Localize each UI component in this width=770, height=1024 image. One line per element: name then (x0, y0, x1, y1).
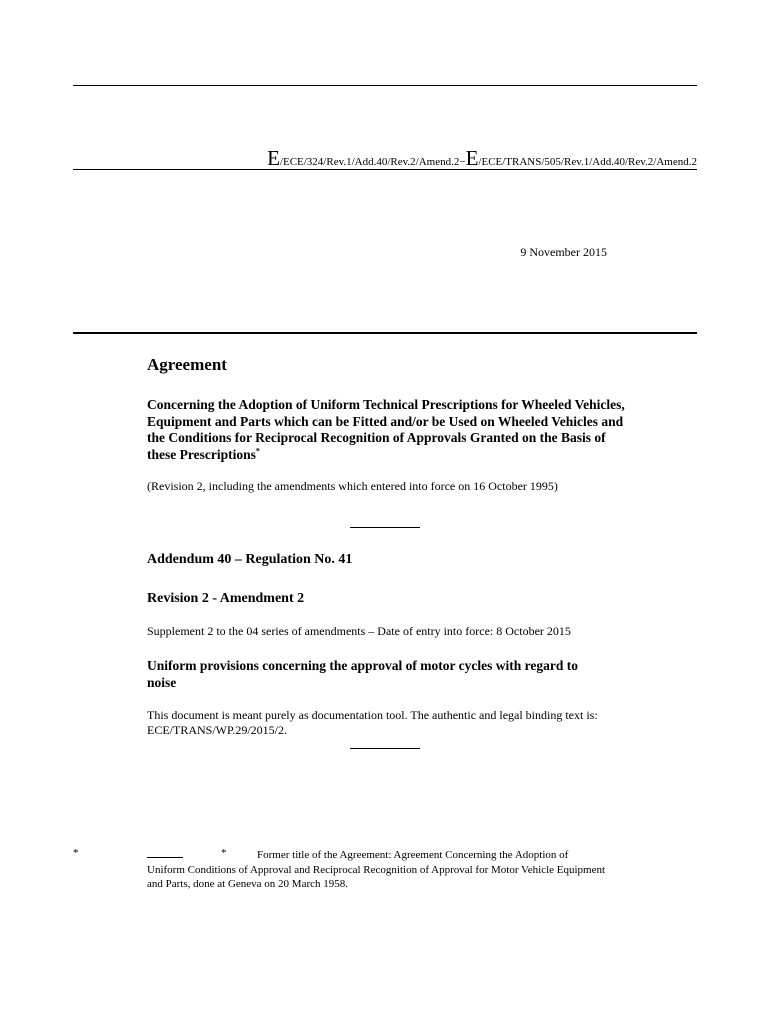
header-top-rule (73, 85, 697, 86)
symbol-prefix-2: E (465, 146, 479, 170)
document-date: 9 November 2015 (520, 245, 607, 259)
agreement-concerning (147, 397, 637, 463)
supplement-note: Supplement 2 to the 04 series of amendments – Date of entry into force: 8 October 2015 (147, 624, 571, 638)
documentation-note: This document is meant purely as documentation tool. The authentic and legal binding text is: ECE/TRANS/WP.29/2015/2. (147, 708, 598, 737)
footnote-inline-mark: * (221, 847, 227, 859)
agreement-concerning-text: Concerning the Adoption of Uniform Technical Prescriptions for Wheeled Vehicles, Equipment and Parts which can be Fitted and/or be Used on Wheeled Vehicles and the Conditions for Reciprocal Recognition of Approvals Granted on the Basis of these Prescriptions (147, 397, 625, 462)
uniform-provisions-title: Uniform provisions concerning the approval of motor cycles with regard to noise (147, 658, 578, 690)
symbol-underline-rule (73, 169, 697, 170)
symbol-rest-1: /ECE/324/Rev.1/Add.40/Rev.2/Amend.2 (279, 156, 460, 168)
symbol-prefix-1: E (267, 146, 280, 170)
footnote-reference: * (255, 446, 260, 455)
title-separator-rule (73, 332, 697, 334)
footnote-text: Former title of the Agreement: Agreement Concerning the Adoption of Uniform Conditions of Approval and Reciprocal Recognition of Approval for Motor Vehicle Equipment and Parts, done at Geneva on 20 March 1958. (147, 849, 606, 890)
addendum-title: Addendum 40 – Regulation No. 41 (147, 552, 353, 567)
symbol-separator: − (459, 156, 466, 168)
document-symbol (73, 146, 697, 171)
footnote-margin-mark: * (73, 847, 79, 859)
revision-amendment-title: Revision 2 - Amendment 2 (147, 591, 305, 606)
agreement-title: Agreement (147, 355, 227, 374)
revision-note: (Revision 2, including the amendments which entered into force on 16 October 1995) (147, 479, 558, 493)
section-separator (350, 527, 420, 528)
symbol-rest-2: /ECE/TRANS/505/Rev.1/Add.40/Rev.2/Amend.2 (478, 156, 697, 168)
section-separator-bottom (350, 748, 420, 749)
